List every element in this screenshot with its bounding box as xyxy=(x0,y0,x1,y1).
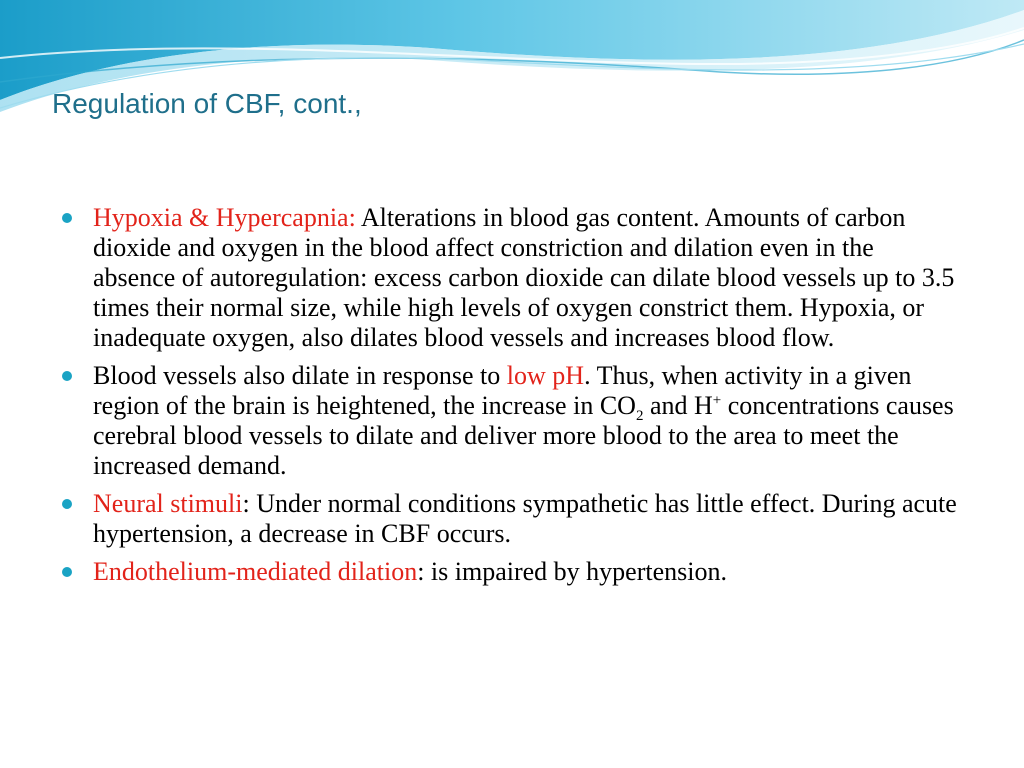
bullet-dot-icon xyxy=(62,213,72,223)
bullet-endothelium xyxy=(62,557,962,587)
subscript: 2 xyxy=(635,408,644,425)
bullet-list xyxy=(62,203,962,595)
bullet-term: Hypoxia & Hypercapnia: xyxy=(93,203,356,232)
superscript: + xyxy=(712,392,722,409)
bullet-dot-icon xyxy=(62,371,72,381)
bullet-text: concentrations causes cerebral blood vessels to dilate and deliver more blood to the area to meet the increased demand. xyxy=(93,391,954,480)
bullet-hypoxia xyxy=(62,203,962,353)
bullet-term: Endothelium-mediated dilation xyxy=(93,557,418,586)
bullet-text: : is impaired by hypertension. xyxy=(417,557,727,586)
bullet-text: and H xyxy=(643,391,713,420)
bullet-text: Blood vessels also dilate in response to xyxy=(93,361,507,390)
bullet-term: Neural stimuli xyxy=(93,489,243,518)
bullet-neural-stimuli xyxy=(62,489,962,549)
bullet-text: . Thus, when activity in a given region of the brain is heightened, the increase in CO xyxy=(93,361,912,420)
bullet-text: Alterations in blood gas content. Amounts of carbon dioxide and oxygen in the blood affect constriction and dilation even in the absence of autoregulation: excess carbon dioxide can dilate blood vessels up to 3.5 times their normal size, while high levels of oxygen constrict them. Hypoxia, or inadequate oxygen, also dilates blood vessels and increases blood flow. xyxy=(93,203,955,352)
bullet-text: : Under normal conditions sympathetic has little effect. During acute hypertension, a decrease in CBF occurs. xyxy=(93,489,957,548)
bullet-dot-icon xyxy=(62,567,72,577)
slide-title: Regulation of CBF, cont., xyxy=(52,88,362,119)
bullet-low-ph xyxy=(62,361,962,481)
bullet-dot-icon xyxy=(62,499,72,509)
bullet-term: low pH xyxy=(506,361,585,390)
